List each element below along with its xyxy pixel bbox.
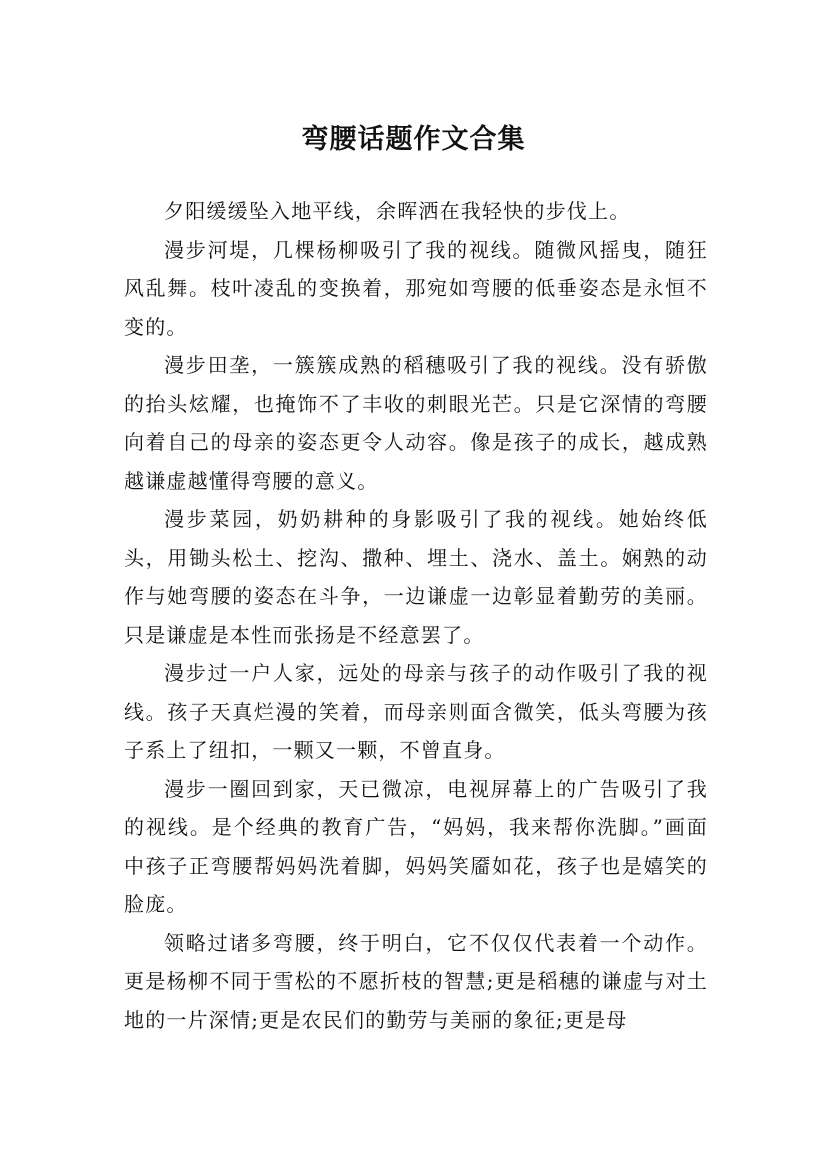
paragraph-3: 漫步田垄，一簇簇成熟的稻穗吸引了我的视线。没有骄傲的抬头炫耀，也掩饰不了丰收的刺眼光芒。只是它深情的弯腰向着自己的母亲的姿态更令人动容。像是孩子的成长，越成熟越谦虚越懂得弯腰的意义。 (124, 353, 708, 493)
paragraph-1: 夕阳缓缓坠入地平线，余晖洒在我轻快的步伐上。 (164, 199, 631, 223)
paragraph-7: 领略过诸多弯腰，终于明白，它不仅仅代表着一个动作。更是杨柳不同于雪松的不愿折枝的智慧;更是稻穗的谦虚与对土地的一片深情;更是农民们的勤劳与美丽的象征;更是母 (124, 930, 708, 1032)
paragraph-5: 漫步过一户人家，远处的母亲与孩子的动作吸引了我的视线。孩子天真烂漫的笑着，而母亲则面含微笑，低头弯腰为孩子系上了纽扣，一颗又一颗，不曾直身。 (124, 661, 708, 762)
document-body (124, 192, 708, 1039)
document-title: 弯腰话题作文合集 (301, 124, 526, 156)
paragraph-6: 漫步一圈回到家，天已微凉，电视屏幕上的广告吸引了我的视线。是个经典的教育广告，“妈妈，我来帮你洗脚。”画面中孩子正弯腰帮妈妈洗着脚，妈妈笑靥如花，孩子也是嬉笑的脸庞。 (124, 776, 708, 916)
paragraph-4: 漫步菜园，奶奶耕种的身影吸引了我的视线。她始终低头，用锄头松土、挖沟、撒种、埋土、浇水、盖土。娴熟的动作与她弯腰的姿态在斗争，一边谦虚一边彰显着勤劳的美丽。只是谦虚是本性而张扬是不经意罢了。 (124, 507, 708, 647)
paragraph-2: 漫步河堤，几棵杨柳吸引了我的视线。随微风摇曳，随狂风乱舞。枝叶凌乱的变换着，那宛如弯腰的低垂姿态是永恒不变的。 (124, 237, 708, 339)
